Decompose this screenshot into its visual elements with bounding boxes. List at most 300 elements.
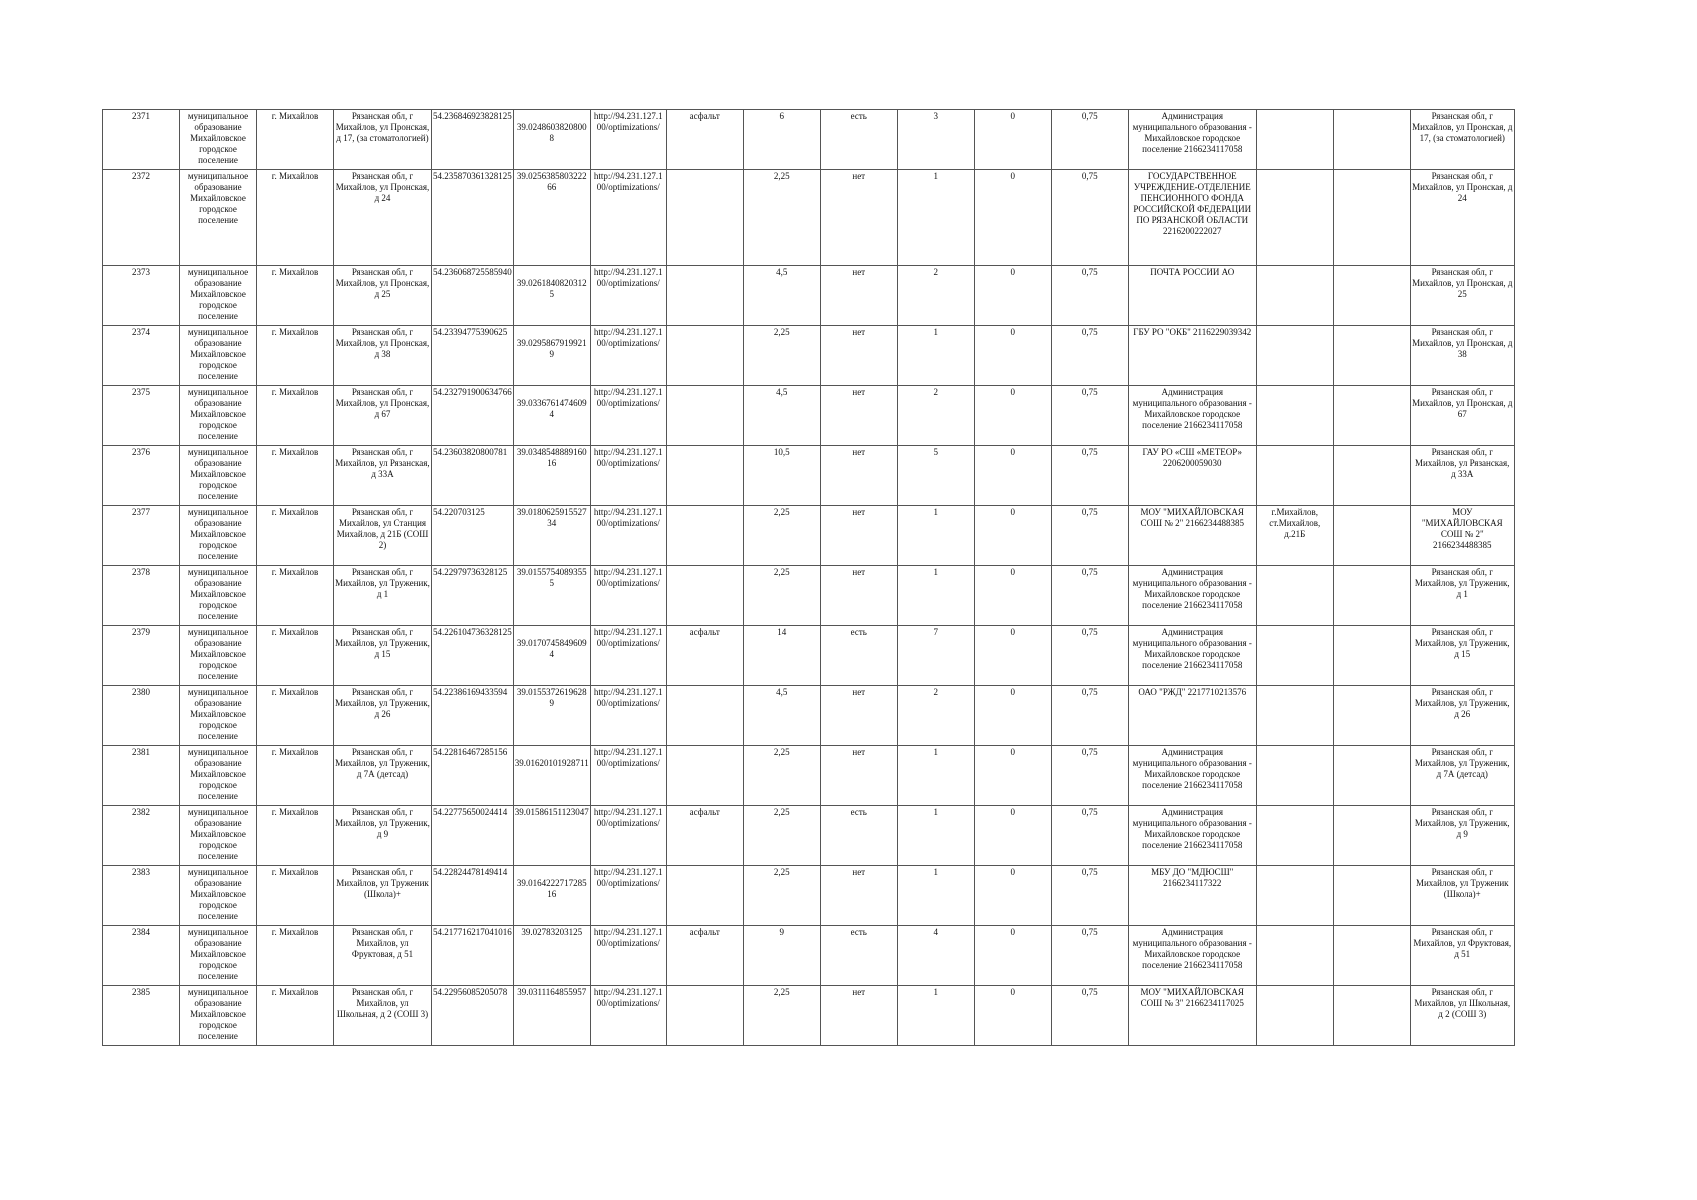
spacer [515, 111, 589, 122]
map-link-cell[interactable] [590, 110, 666, 170]
map-link-cell[interactable] [590, 566, 666, 626]
address-cell [334, 566, 432, 626]
owner-address-cell-text: г.Михайлов, ст.Михайлов, д.21Б [1269, 507, 1321, 539]
waste-sources-cell-text: Рязанская обл, г Михайлов, ул Труженик, д 26 [1414, 687, 1510, 719]
extra-containers-cell [974, 806, 1051, 866]
area-cell-text: 4,5 [776, 387, 788, 397]
waste-sources-cell-text: Рязанская обл, г Михайлов, ул Труженик, д 9 [1414, 807, 1510, 839]
containers-cell [897, 686, 974, 746]
volume-cell-text: 0,75 [1081, 267, 1098, 277]
city-cell [257, 446, 334, 506]
map-link-cell[interactable] [590, 446, 666, 506]
fence-cell [820, 986, 897, 1046]
map-link-cell[interactable] [590, 386, 666, 446]
address-cell [334, 170, 432, 266]
waste-sources-cell-text: Рязанская обл, г Михайлов, ул Пронская, д 17, (за стоматологией) [1412, 111, 1513, 143]
table-row [103, 806, 1515, 866]
latitude-cell-text: 54.232791900634766 [433, 387, 512, 397]
surface-cell [666, 746, 743, 806]
row-number-text: 2373 [132, 267, 150, 277]
longitude-cell [513, 326, 590, 386]
area-cell [743, 110, 820, 170]
row-number-text: 2372 [132, 171, 150, 181]
longitude-cell [513, 746, 590, 806]
volume-cell-text: 0,75 [1081, 447, 1098, 457]
latitude-cell [432, 110, 514, 170]
map-link-cell-text: http://94.231.127.100/optimizations/ [593, 567, 663, 588]
owner-address-cell [1256, 986, 1333, 1046]
map-link-cell[interactable] [590, 746, 666, 806]
table-row [103, 626, 1515, 686]
table-row [103, 746, 1515, 806]
owner-address-cell [1256, 566, 1333, 626]
surface-cell [666, 866, 743, 926]
volume-cell-text: 0,75 [1081, 927, 1098, 937]
waste-sources-cell-text: Рязанская обл, г Михайлов, ул Пронская, д 38 [1412, 327, 1513, 359]
municipality-cell [180, 266, 257, 326]
extra-containers-cell [974, 170, 1051, 266]
address-cell-text: Рязанская обл, г Михайлов, ул Школьная, д 2 (СОШ 3) [336, 987, 429, 1019]
row-number-text: 2377 [132, 507, 150, 517]
map-link-cell-text: http://94.231.127.100/optimizations/ [593, 927, 663, 948]
surface-cell-text: асфальт [689, 627, 720, 637]
latitude-cell [432, 170, 514, 266]
latitude-cell-text: 54.226104736328125 [433, 627, 512, 637]
owner-cell [1128, 386, 1256, 446]
containers-cell [897, 386, 974, 446]
city-cell [257, 110, 334, 170]
volume-cell [1051, 110, 1128, 170]
surface-cell [666, 686, 743, 746]
map-link-cell-text: http://94.231.127.100/optimizations/ [593, 687, 663, 708]
fence-cell-text: нет [852, 447, 866, 457]
owner-cell-text: Администрация муниципального образования - Михайловское городское поселение 2166234117058 [1132, 627, 1252, 670]
fence-cell-text: нет [852, 747, 866, 757]
containers-cell-text: 3 [933, 111, 938, 121]
row-number [103, 866, 180, 926]
table-row [103, 926, 1515, 986]
waste-sources-cell [1410, 806, 1514, 866]
area-cell [743, 746, 820, 806]
longitude-cell-text: 39.016422271728516 [516, 878, 587, 899]
fence-cell [820, 686, 897, 746]
volume-cell-text: 0,75 [1081, 867, 1098, 877]
longitude-cell-text: 39.01553726196289 [516, 687, 587, 708]
city-cell-text: г. Михайлов [271, 987, 319, 997]
area-cell [743, 446, 820, 506]
latitude-cell [432, 806, 514, 866]
latitude-cell-text: 54.22824478149414 [433, 867, 508, 877]
row-number [103, 626, 180, 686]
address-cell [334, 806, 432, 866]
longitude-cell [513, 386, 590, 446]
address-cell [334, 626, 432, 686]
containers-cell-text: 1 [933, 507, 938, 517]
map-link-cell-text: http://94.231.127.100/optimizations/ [593, 171, 663, 192]
containers-cell-text: 1 [933, 807, 938, 817]
latitude-cell [432, 266, 514, 326]
extra-containers-cell-text: 0 [1010, 387, 1015, 397]
volume-cell-text: 0,75 [1081, 627, 1098, 637]
longitude-cell [513, 806, 590, 866]
containers-cell-text: 1 [933, 867, 938, 877]
address-cell-text: Рязанская обл, г Михайлов, ул Труженик (Школа)+ [336, 867, 429, 899]
spacer [515, 267, 589, 278]
address-cell-text: Рязанская обл, г Михайлов, ул Станция Михайлов, д 21Б (СОШ 2) [336, 507, 429, 550]
extra-containers-cell-text: 0 [1010, 567, 1015, 577]
area-cell [743, 626, 820, 686]
owner-cell [1128, 626, 1256, 686]
owner-cell-text: ГБУ РО "ОКБ" 2116229039342 [1133, 327, 1252, 337]
extra-containers-cell-text: 0 [1010, 327, 1015, 337]
map-link-cell[interactable] [590, 326, 666, 386]
waste-sources-cell-text: Рязанская обл, г Михайлов, ул Пронская, д 24 [1412, 171, 1513, 203]
city-cell [257, 866, 334, 926]
extra-containers-cell [974, 686, 1051, 746]
blank-cell [1333, 326, 1410, 386]
row-number [103, 566, 180, 626]
waste-sources-cell-text: Рязанская обл, г Михайлов, ул Школьная, д 2 (СОШ 3) [1414, 987, 1511, 1019]
municipality-cell [180, 506, 257, 566]
containers-cell-text: 7 [933, 627, 938, 637]
row-number-text: 2383 [132, 867, 150, 877]
fence-cell [820, 506, 897, 566]
municipality-cell-text: муниципальное образование Михайловское городское поселение [187, 747, 249, 801]
blank-cell [1333, 926, 1410, 986]
table-body [103, 110, 1515, 1046]
fence-cell [820, 866, 897, 926]
fence-cell-text: нет [852, 387, 866, 397]
municipality-cell-text: муниципальное образование Михайловское городское поселение [187, 627, 249, 681]
map-link-cell-text: http://94.231.127.100/optimizations/ [593, 267, 663, 288]
municipality-cell [180, 326, 257, 386]
row-number-text: 2382 [132, 807, 150, 817]
containers-cell [897, 746, 974, 806]
address-cell [334, 446, 432, 506]
fence-cell-text: есть [850, 807, 867, 817]
address-cell-text: Рязанская обл, г Михайлов, ул Пронская, д 25 [335, 267, 430, 299]
municipality-cell-text: муниципальное образование Михайловское городское поселение [187, 111, 249, 165]
row-number-text: 2375 [132, 387, 150, 397]
volume-cell-text: 0,75 [1081, 111, 1098, 121]
address-cell [334, 986, 432, 1046]
longitude-cell-text: 39.02618408203125 [516, 278, 587, 299]
latitude-cell-text: 54.23394775390625 [433, 327, 508, 337]
area-cell [743, 326, 820, 386]
owner-cell-text: Администрация муниципального образования - Михайловское городское поселение 2166234117058 [1132, 807, 1252, 850]
city-cell [257, 506, 334, 566]
table-row [103, 326, 1515, 386]
row-number [103, 806, 180, 866]
address-cell [334, 866, 432, 926]
surface-cell [666, 806, 743, 866]
fence-cell [820, 626, 897, 686]
extra-containers-cell [974, 386, 1051, 446]
fence-cell [820, 806, 897, 866]
waste-sources-cell [1410, 926, 1514, 986]
city-cell-text: г. Михайлов [271, 567, 319, 577]
map-link-cell[interactable] [590, 506, 666, 566]
city-cell-text: г. Михайлов [271, 627, 319, 637]
fence-cell-text: нет [852, 567, 866, 577]
containers-cell-text: 2 [933, 687, 938, 697]
containers-cell [897, 626, 974, 686]
extra-containers-cell-text: 0 [1010, 807, 1015, 817]
area-cell [743, 266, 820, 326]
volume-cell [1051, 506, 1128, 566]
extra-containers-cell [974, 866, 1051, 926]
row-number [103, 926, 180, 986]
area-cell-text: 2,25 [773, 567, 790, 577]
municipality-cell [180, 110, 257, 170]
address-cell [334, 746, 432, 806]
extra-containers-cell-text: 0 [1010, 171, 1015, 181]
extra-containers-cell [974, 110, 1051, 170]
longitude-cell [513, 110, 590, 170]
map-link-cell[interactable] [590, 866, 666, 926]
municipality-cell-text: муниципальное образование Михайловское городское поселение [187, 447, 249, 501]
longitude-cell-text: 39.034854888916016 [516, 447, 587, 468]
longitude-cell-text: 39.02958679199219 [516, 338, 587, 359]
city-cell [257, 566, 334, 626]
longitude-cell [513, 926, 590, 986]
row-number-text: 2385 [132, 987, 150, 997]
surface-cell [666, 926, 743, 986]
fence-cell [820, 446, 897, 506]
municipality-cell [180, 926, 257, 986]
surface-cell [666, 386, 743, 446]
longitude-cell-text: 39.0311164855957 [517, 987, 587, 997]
city-cell [257, 170, 334, 266]
row-number [103, 746, 180, 806]
extra-containers-cell-text: 0 [1010, 627, 1015, 637]
owner-address-cell [1256, 446, 1333, 506]
volume-cell-text: 0,75 [1081, 507, 1098, 517]
map-link-cell-text: http://94.231.127.100/optimizations/ [593, 507, 663, 528]
row-number-text: 2371 [132, 111, 150, 121]
fence-cell [820, 386, 897, 446]
containers-cell [897, 110, 974, 170]
volume-cell-text: 0,75 [1081, 171, 1098, 181]
latitude-cell [432, 926, 514, 986]
containers-cell-text: 5 [933, 447, 938, 457]
row-number [103, 110, 180, 170]
city-cell [257, 686, 334, 746]
address-cell-text: Рязанская обл, г Михайлов, ул Пронская, д 67 [335, 387, 430, 419]
blank-cell [1333, 986, 1410, 1046]
area-cell [743, 806, 820, 866]
owner-address-cell [1256, 866, 1333, 926]
volume-cell-text: 0,75 [1081, 327, 1098, 337]
area-cell [743, 686, 820, 746]
extra-containers-cell [974, 986, 1051, 1046]
city-cell-text: г. Михайлов [271, 867, 319, 877]
area-cell-text: 14 [777, 627, 787, 637]
extra-containers-cell-text: 0 [1010, 987, 1015, 997]
address-cell-text: Рязанская обл, г Михайлов, ул Труженик, д 1 [335, 567, 430, 599]
latitude-cell [432, 746, 514, 806]
owner-address-cell [1256, 686, 1333, 746]
map-link-cell[interactable] [590, 806, 666, 866]
row-number [103, 446, 180, 506]
containers-cell-text: 1 [933, 567, 938, 577]
owner-cell [1128, 266, 1256, 326]
owner-cell-text: МОУ "МИХАЙЛОВСКАЯ СОШ № 3" 2166234117025 [1140, 987, 1244, 1008]
containers-cell [897, 806, 974, 866]
fence-cell [820, 926, 897, 986]
containers-cell-text: 1 [933, 987, 938, 997]
address-cell-text: Рязанская обл, г Михайлов, ул Пронская, д 38 [335, 327, 430, 359]
extra-containers-cell [974, 626, 1051, 686]
waste-sources-cell [1410, 386, 1514, 446]
volume-cell [1051, 866, 1128, 926]
waste-sources-cell [1410, 866, 1514, 926]
volume-cell-text: 0,75 [1081, 687, 1098, 697]
blank-cell [1333, 566, 1410, 626]
table-row [103, 446, 1515, 506]
volume-cell [1051, 926, 1128, 986]
map-link-cell[interactable] [590, 986, 666, 1046]
area-cell [743, 506, 820, 566]
city-cell [257, 926, 334, 986]
containers-cell-text: 1 [933, 747, 938, 757]
map-link-cell[interactable] [590, 926, 666, 986]
fence-cell-text: нет [852, 987, 866, 997]
waste-sources-cell [1410, 686, 1514, 746]
surface-cell [666, 566, 743, 626]
municipality-cell [180, 170, 257, 266]
owner-cell-text: Администрация муниципального образования - Михайловское городское поселение 2166234117058 [1132, 387, 1252, 430]
longitude-cell-text: 39.01707458496094 [516, 638, 587, 659]
map-link-cell-text: http://94.231.127.100/optimizations/ [593, 867, 663, 888]
table-row [103, 866, 1515, 926]
waste-sources-cell-text: Рязанская обл, г Михайлов, ул Фруктовая, д 51 [1413, 927, 1512, 959]
volume-cell-text: 0,75 [1081, 987, 1098, 997]
latitude-cell [432, 566, 514, 626]
row-number-text: 2376 [132, 447, 150, 457]
volume-cell [1051, 266, 1128, 326]
volume-cell [1051, 170, 1128, 266]
longitude-cell [513, 506, 590, 566]
longitude-cell [513, 170, 590, 266]
address-cell-text: Рязанская обл, г Михайлов, ул Пронская, д 17, (за стоматологией) [335, 111, 430, 143]
containers-cell-text: 1 [933, 171, 938, 181]
waste-sources-cell-text: Рязанская обл, г Михайлов, ул Труженик (Школа)+ [1415, 867, 1509, 899]
row-number-text: 2380 [132, 687, 150, 697]
containers-cell [897, 506, 974, 566]
longitude-cell [513, 566, 590, 626]
latitude-cell [432, 446, 514, 506]
municipality-cell [180, 446, 257, 506]
map-link-cell[interactable] [590, 170, 666, 266]
latitude-cell [432, 326, 514, 386]
owner-address-cell [1256, 110, 1333, 170]
area-cell-text: 6 [779, 111, 784, 121]
fence-cell [820, 566, 897, 626]
waste-sources-cell-text: Рязанская обл, г Михайлов, ул Рязанская, д 33А [1415, 447, 1510, 479]
municipality-cell-text: муниципальное образование Михайловское городское поселение [187, 327, 249, 381]
waste-sources-cell-text: Рязанская обл, г Михайлов, ул Пронская, д 25 [1412, 267, 1513, 299]
row-number [103, 506, 180, 566]
waste-sources-cell [1410, 986, 1514, 1046]
volume-cell-text: 0,75 [1081, 567, 1098, 577]
area-cell [743, 170, 820, 266]
waste-sources-cell [1410, 170, 1514, 266]
waste-sources-cell [1410, 626, 1514, 686]
containers-cell-text: 2 [933, 267, 938, 277]
owner-cell-text: Администрация муниципального образования - Михайловское городское поселение 2166234117058 [1132, 567, 1252, 610]
volume-cell [1051, 626, 1128, 686]
row-number-text: 2379 [132, 627, 150, 637]
owner-cell [1128, 446, 1256, 506]
volume-cell [1051, 446, 1128, 506]
city-cell-text: г. Михайлов [271, 387, 319, 397]
owner-address-cell [1256, 386, 1333, 446]
longitude-cell-text: 39.018062591552734 [516, 507, 587, 528]
municipality-cell-text: муниципальное образование Михайловское городское поселение [187, 387, 249, 441]
longitude-cell [513, 626, 590, 686]
extra-containers-cell [974, 926, 1051, 986]
blank-cell [1333, 386, 1410, 446]
volume-cell [1051, 746, 1128, 806]
row-number-text: 2374 [132, 327, 150, 337]
longitude-cell [513, 446, 590, 506]
row-number [103, 170, 180, 266]
containers-cell [897, 326, 974, 386]
owner-cell [1128, 506, 1256, 566]
spacer [515, 867, 589, 878]
owner-cell [1128, 866, 1256, 926]
surface-cell-text: асфальт [689, 927, 720, 937]
volume-cell [1051, 386, 1128, 446]
city-cell-text: г. Михайлов [271, 171, 319, 181]
fence-cell-text: есть [850, 111, 867, 121]
city-cell-text: г. Михайлов [271, 447, 319, 457]
city-cell-text: г. Михайлов [271, 807, 319, 817]
blank-cell [1333, 866, 1410, 926]
blank-cell [1333, 746, 1410, 806]
area-cell-text: 4,5 [776, 267, 788, 277]
map-link-cell[interactable] [590, 686, 666, 746]
row-number [103, 986, 180, 1046]
owner-cell-text: ГАУ РО «СШ «МЕТЕОР» 2206200059030 [1142, 447, 1242, 468]
city-cell-text: г. Михайлов [271, 927, 319, 937]
address-cell [334, 686, 432, 746]
owner-cell [1128, 110, 1256, 170]
extra-containers-cell-text: 0 [1010, 747, 1015, 757]
containers-cell [897, 446, 974, 506]
table-row [103, 170, 1515, 266]
longitude-cell [513, 986, 590, 1046]
municipality-cell [180, 626, 257, 686]
extra-containers-cell [974, 266, 1051, 326]
owner-cell [1128, 170, 1256, 266]
map-link-cell[interactable] [590, 626, 666, 686]
registry-table [102, 109, 1515, 1046]
longitude-cell [513, 266, 590, 326]
map-link-cell[interactable] [590, 266, 666, 326]
volume-cell [1051, 326, 1128, 386]
row-number-text: 2381 [132, 747, 150, 757]
address-cell [334, 266, 432, 326]
waste-sources-cell [1410, 446, 1514, 506]
latitude-cell [432, 626, 514, 686]
municipality-cell [180, 386, 257, 446]
municipality-cell-text: муниципальное образование Михайловское городское поселение [187, 987, 249, 1041]
fence-cell-text: нет [852, 507, 866, 517]
extra-containers-cell [974, 566, 1051, 626]
surface-cell [666, 110, 743, 170]
